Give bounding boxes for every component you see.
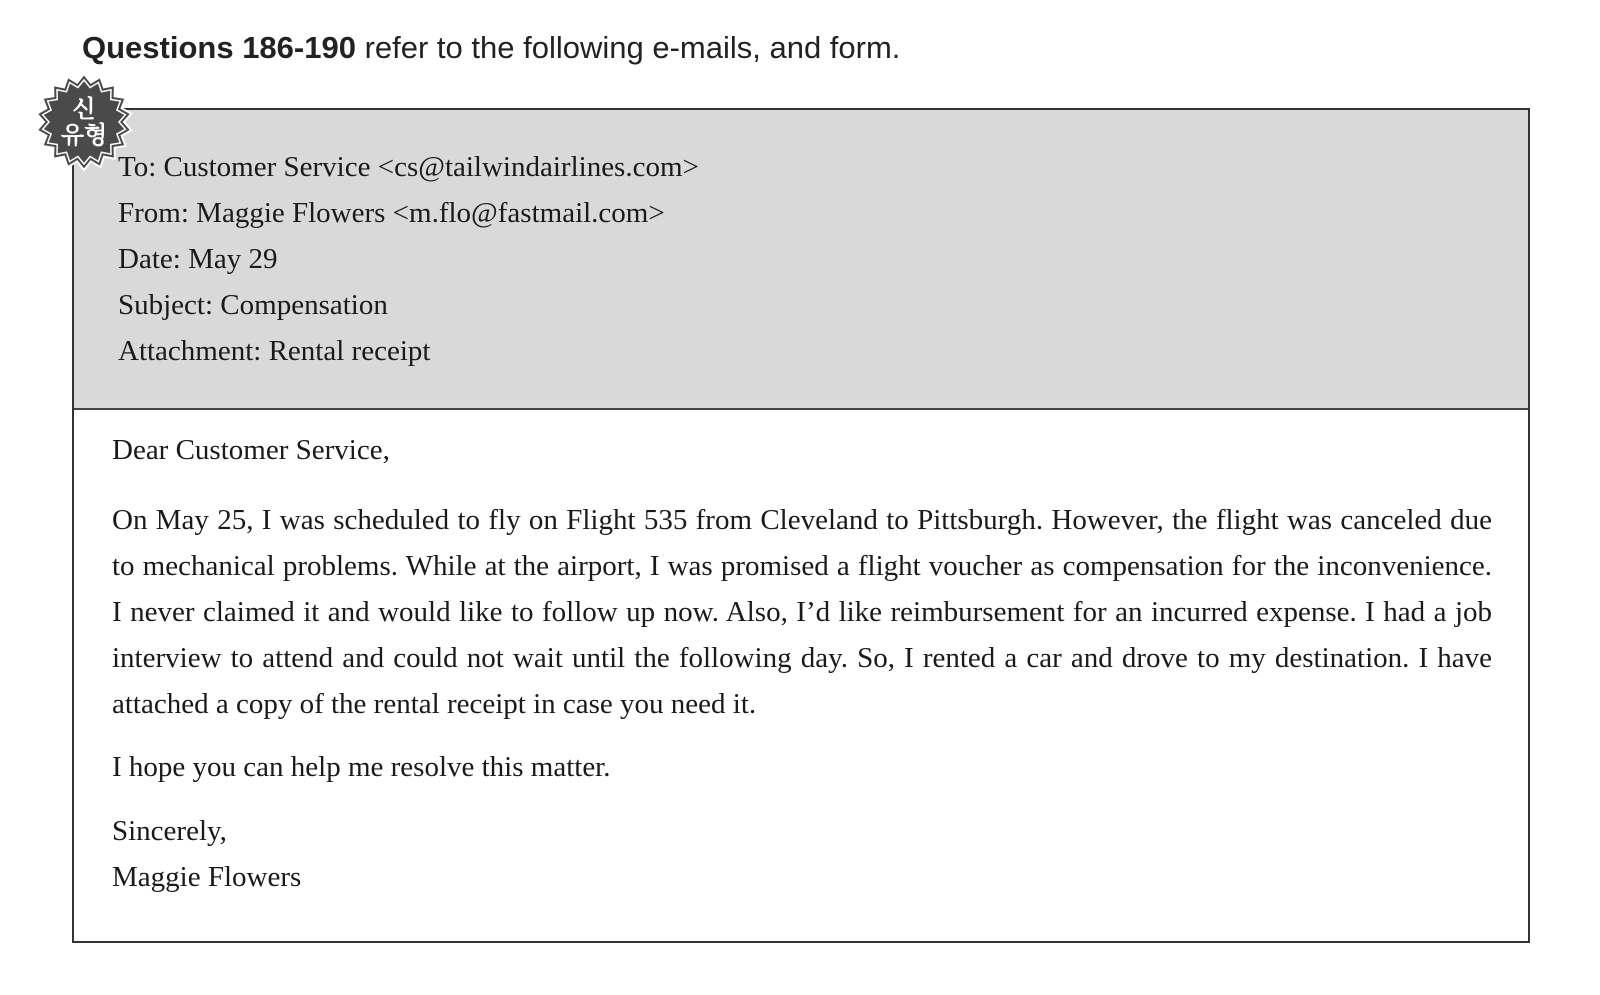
date-label: Date: [118,243,181,275]
closing: Sincerely, [112,815,227,847]
new-type-badge [34,72,134,172]
from-label: From: [118,197,189,229]
greeting: Dear Customer Service, [112,434,390,466]
badge-line-2: 유형 [60,121,108,149]
from-value: Maggie Flowers <m.flo@fastmail.com> [196,197,665,229]
to-line [118,144,699,190]
attachment-label: Attachment: [118,335,262,367]
attachment-value: Rental receipt [268,335,431,367]
subject-label: Subject: [118,289,214,321]
instruction-text: refer to the following e-mails, and form. [355,30,901,65]
to-value: Customer Service <cs@tailwindairlines.com> [163,151,699,183]
question-range: Questions 186-190 [82,30,356,65]
body-paragraph-2: I hope you can help me resolve this matter. [112,751,611,783]
subject-value: Compensation [220,289,388,321]
subject-line [118,282,699,328]
email-body [112,434,1492,900]
badge-line-1: 신 [72,95,96,123]
date-line [118,236,699,282]
email-box [72,108,1530,943]
question-instruction [82,30,900,66]
date-value: May 29 [188,243,278,275]
to-label: To: [118,151,157,183]
signature: Maggie Flowers [112,861,302,893]
from-line [118,190,699,236]
email-header [74,110,1528,410]
body-paragraph-1: On May 25, I was scheduled to fly on Flight 535 from Cleveland to Pittsburgh. However, the flight was canceled due to mechanical problems. While at the airport, I was promised a flight voucher as compensation for the inconvenience. I never claimed it and would like to follow up now. Also, I’d like reimbursement for an incurred expense. I had a job interview to attend and could not wait until the following day. So, I rented a car and drove to my destination. I have attached a copy of the rental receipt in case you need it. [112,504,1492,720]
attachment-line [118,328,699,374]
